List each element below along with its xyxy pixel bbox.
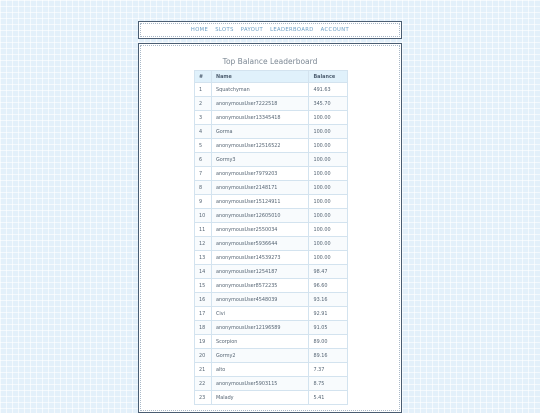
balance-cell: 96.60 (309, 279, 348, 293)
table-row (195, 181, 348, 195)
table-row (195, 377, 348, 391)
balance-cell: 100.00 (309, 223, 348, 237)
table-row (195, 335, 348, 349)
table-row (195, 139, 348, 153)
name-cell: alto (212, 363, 309, 377)
table-row (195, 223, 348, 237)
balance-cell: 491.63 (309, 83, 348, 97)
rank-cell: 7 (195, 167, 212, 181)
rank-cell: 22 (195, 377, 212, 391)
nav-link-slots[interactable]: SLOTS (215, 27, 234, 33)
name-cell: anonymousUser5903115 (212, 377, 309, 391)
table-row (195, 125, 348, 139)
table-row (195, 237, 348, 251)
name-cell: anonymousUser2550034 (212, 223, 309, 237)
top-nav (138, 21, 402, 39)
name-cell: anonymousUser7222518 (212, 97, 309, 111)
balance-cell: 89.16 (309, 349, 348, 363)
balance-cell: 89.00 (309, 335, 348, 349)
table-row (195, 209, 348, 223)
rank-cell: 3 (195, 111, 212, 125)
rank-cell: 4 (195, 125, 212, 139)
rank-cell: 9 (195, 195, 212, 209)
balance-cell: 100.00 (309, 251, 348, 265)
table-row (195, 293, 348, 307)
table-row (195, 111, 348, 125)
balance-cell: 100.00 (309, 167, 348, 181)
rank-cell: 16 (195, 293, 212, 307)
balance-cell: 100.00 (309, 209, 348, 223)
name-cell: anonymousUser12196589 (212, 321, 309, 335)
table-row (195, 279, 348, 293)
rank-cell: 6 (195, 153, 212, 167)
page-title: Top Balance Leaderboard (222, 57, 318, 66)
nav-link-leaderboard[interactable]: LEADERBOARD (270, 27, 314, 33)
balance-cell: 100.00 (309, 237, 348, 251)
name-cell: anonymousUser8572235 (212, 279, 309, 293)
balance-cell: 100.00 (309, 139, 348, 153)
name-cell: anonymousUser5936644 (212, 237, 309, 251)
nav-link-payout[interactable]: PAYOUT (240, 27, 264, 33)
rank-cell: 1 (195, 83, 212, 97)
table-row (195, 265, 348, 279)
rank-cell: 23 (195, 391, 212, 405)
main-panel (138, 43, 402, 413)
name-cell: anonymousUser1254187 (212, 265, 309, 279)
balance-cell: 100.00 (309, 125, 348, 139)
rank-cell: 5 (195, 139, 212, 153)
name-cell: Gorma (212, 125, 309, 139)
table-row (195, 195, 348, 209)
balance-cell: 100.00 (309, 153, 348, 167)
name-cell: anonymousUser14539273 (212, 251, 309, 265)
table-row (195, 83, 348, 97)
balance-cell: 5.41 (309, 391, 348, 405)
balance-cell: 98.47 (309, 265, 348, 279)
table-row (195, 363, 348, 377)
rank-cell: 15 (195, 279, 212, 293)
name-cell: anonymousUser15124911 (212, 195, 309, 209)
rank-cell: 12 (195, 237, 212, 251)
balance-cell: 92.91 (309, 307, 348, 321)
balance-cell: 93.16 (309, 293, 348, 307)
table-row (195, 251, 348, 265)
name-cell: anonymousUser12605010 (212, 209, 309, 223)
rank-cell: 20 (195, 349, 212, 363)
name-cell: anonymousUser12516522 (212, 139, 309, 153)
balance-cell: 100.00 (309, 195, 348, 209)
name-cell: anonymousUser2148171 (212, 181, 309, 195)
name-cell: Gormy2 (212, 349, 309, 363)
balance-cell: 345.70 (309, 97, 348, 111)
name-cell: Scorpion (212, 335, 309, 349)
leaderboard-rows (195, 83, 348, 405)
rank-cell: 18 (195, 321, 212, 335)
name-cell: anonymousUser13345418 (212, 111, 309, 125)
rank-cell: 11 (195, 223, 212, 237)
balance-cell: 91.05 (309, 321, 348, 335)
name-cell: Malady (212, 391, 309, 405)
name-cell: Civi (212, 307, 309, 321)
nav-link-home[interactable]: HOME (190, 27, 209, 33)
name-cell: Gormy3 (212, 153, 309, 167)
nav-link-account[interactable]: ACCOUNT (320, 27, 350, 33)
name-cell: anonymousUser4548039 (212, 293, 309, 307)
table-row (195, 167, 348, 181)
table-row (195, 391, 348, 405)
table-row (195, 321, 348, 335)
rank-cell: 13 (195, 251, 212, 265)
rank-cell: 10 (195, 209, 212, 223)
balance-cell: 8.75 (309, 377, 348, 391)
leaderboard-table (194, 70, 348, 405)
balance-column-header: Balance (309, 71, 348, 83)
rank-cell: 17 (195, 307, 212, 321)
name-cell: Squatchyman (212, 83, 309, 97)
table-header-row (195, 71, 348, 83)
name-column-header: Name (212, 71, 309, 83)
balance-cell: 100.00 (309, 111, 348, 125)
rank-column-header: # (195, 71, 212, 83)
table-row (195, 349, 348, 363)
balance-cell: 100.00 (309, 181, 348, 195)
name-cell: anonymousUser7979203 (212, 167, 309, 181)
rank-cell: 8 (195, 181, 212, 195)
rank-cell: 2 (195, 97, 212, 111)
table-row (195, 153, 348, 167)
rank-cell: 14 (195, 265, 212, 279)
rank-cell: 19 (195, 335, 212, 349)
table-row (195, 307, 348, 321)
balance-cell: 7.37 (309, 363, 348, 377)
rank-cell: 21 (195, 363, 212, 377)
table-row (195, 97, 348, 111)
